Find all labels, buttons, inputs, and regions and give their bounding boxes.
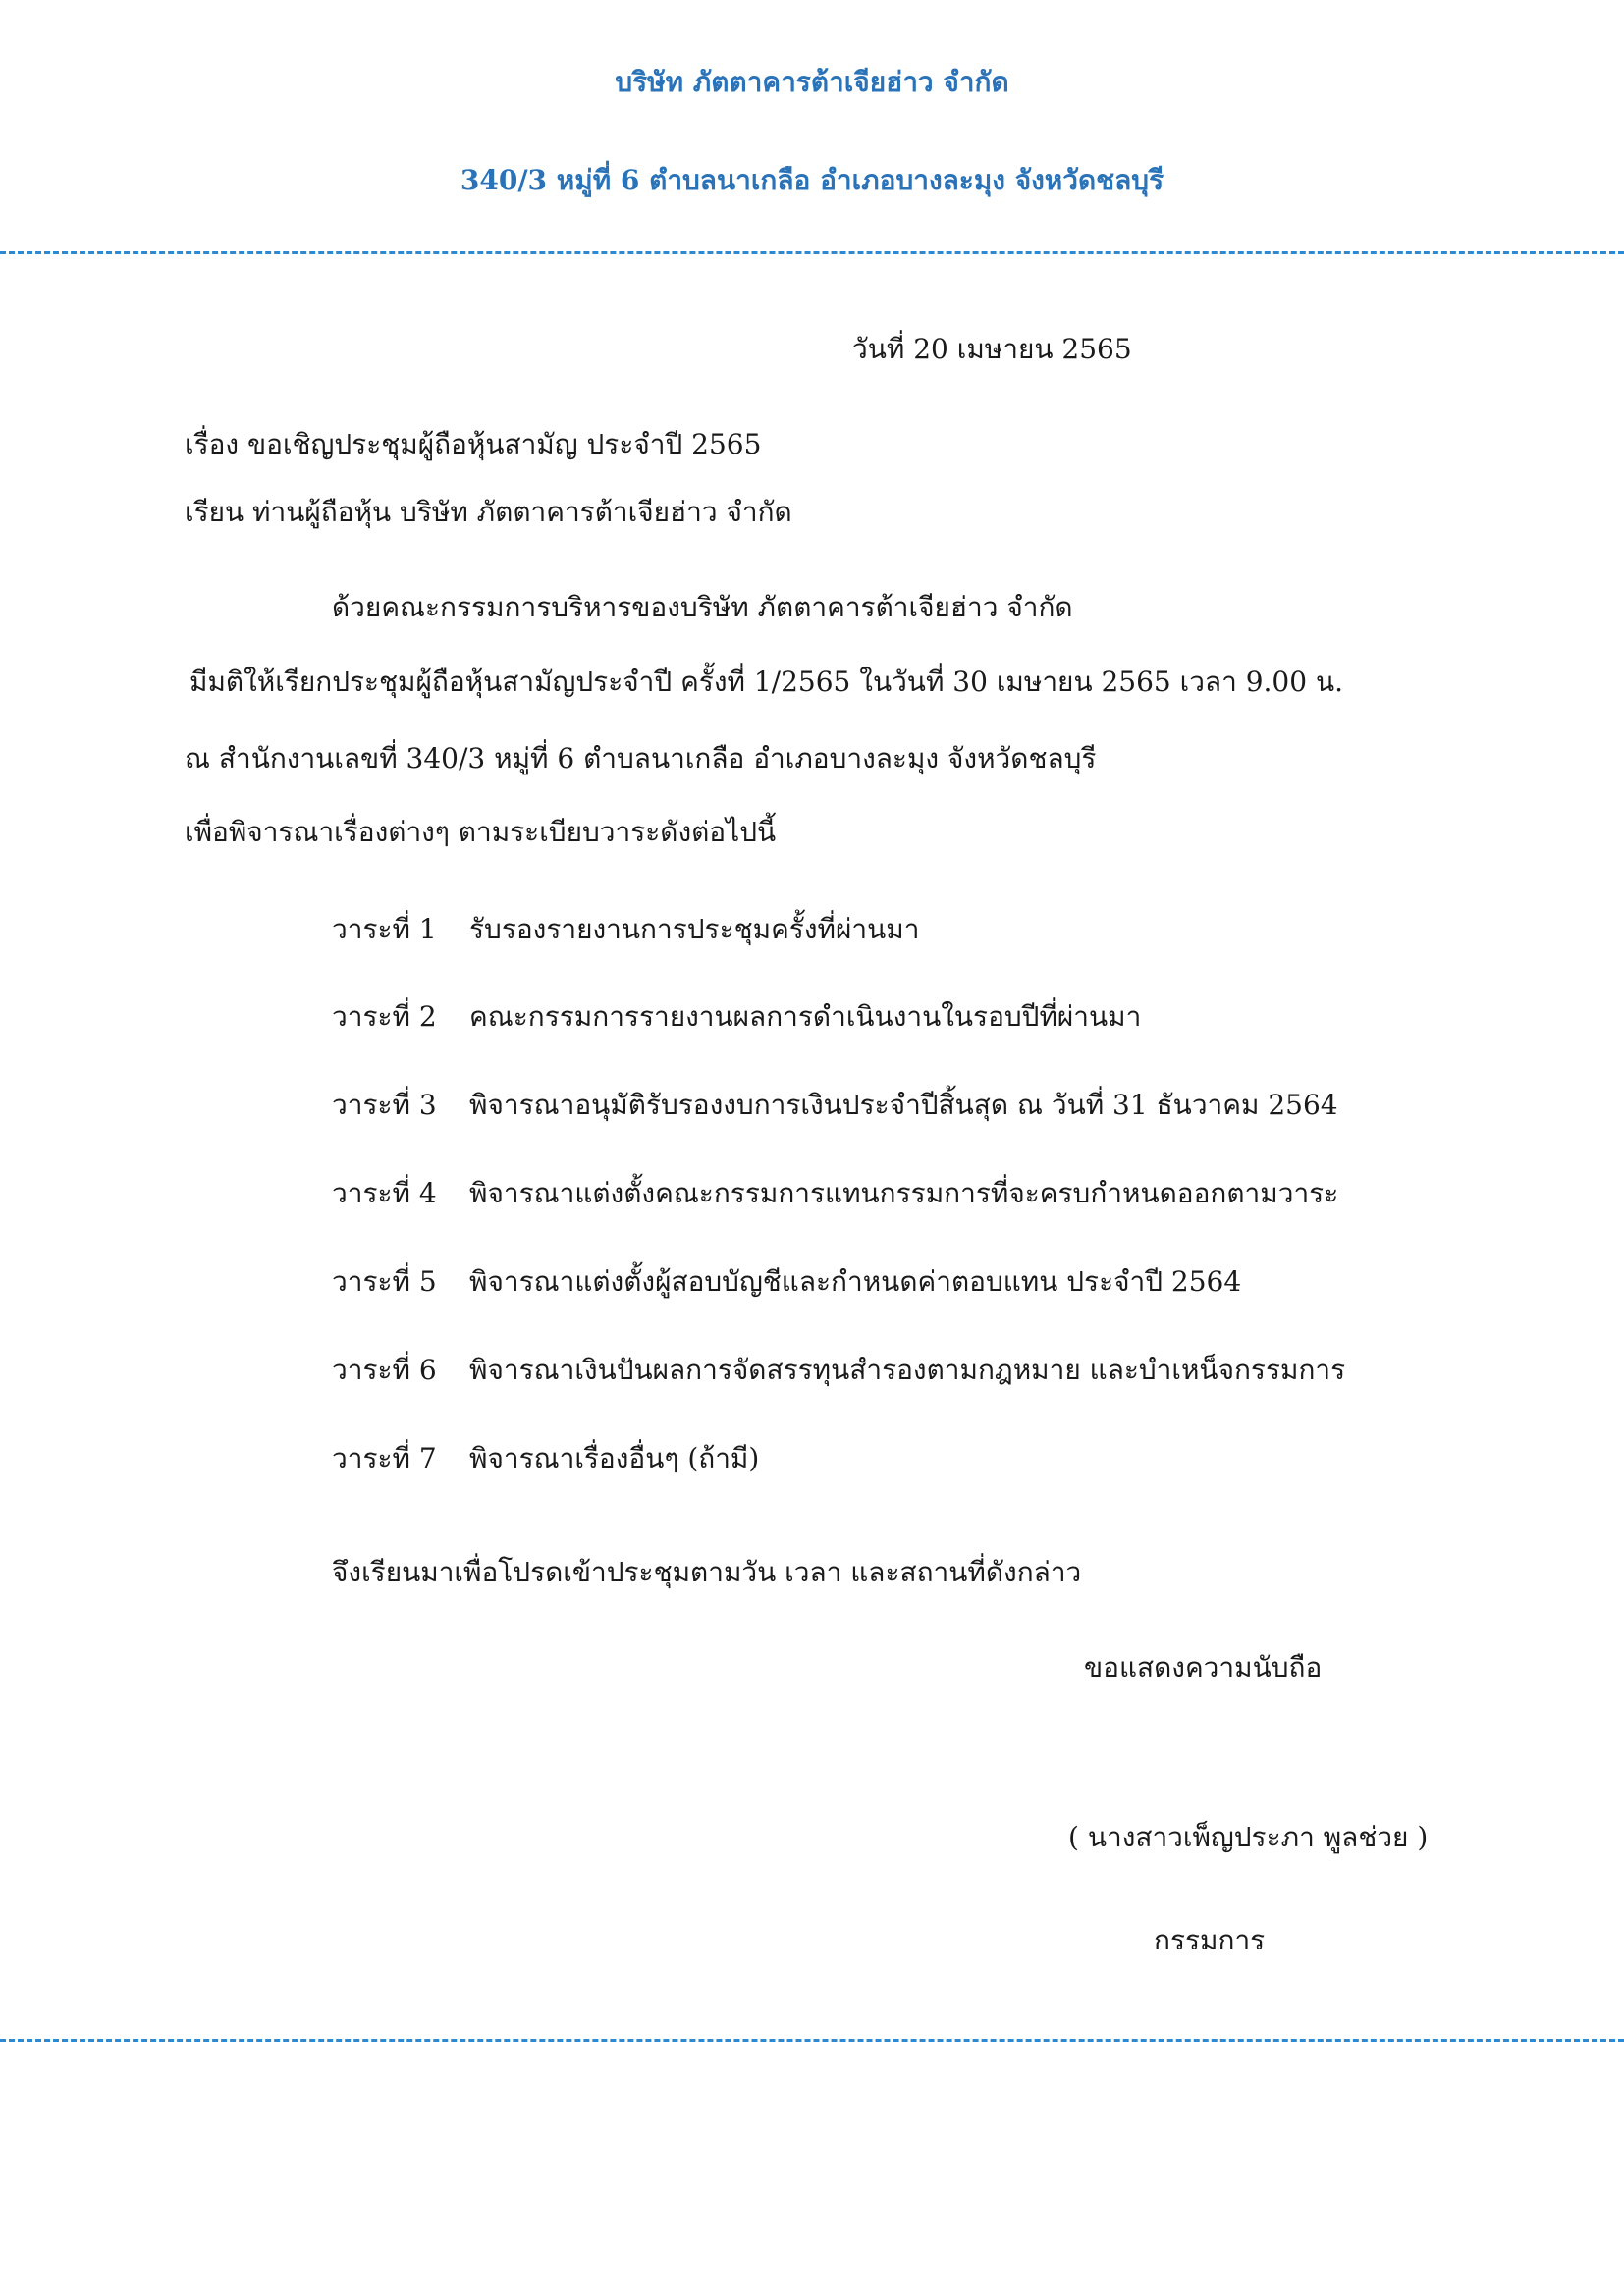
agenda-item bbox=[332, 908, 919, 951]
agenda-number: วาระที่ 2 bbox=[332, 1000, 437, 1033]
agenda-number: วาระที่ 3 bbox=[332, 1089, 437, 1121]
signer-name: ( นางสาวเพ็ญประภา พูลช่วย ) bbox=[1068, 1821, 1429, 1853]
agenda-item bbox=[332, 995, 1141, 1039]
body-line: ณ สำนักงานเลขที่ 340/3 หมู่ที่ 6 ตำบลนาเกลือ อำเภอบางละมุง จังหวัดชลบุรี bbox=[185, 742, 1097, 774]
body-line: เพื่อพิจารณาเรื่องต่างๆ ตามระเบียบวาระดังต่อไปนี้ bbox=[185, 816, 777, 848]
regards: ขอแสดงความนับถือ bbox=[1084, 1651, 1323, 1683]
closing-line: จึงเรียนมาเพื่อโปรดเข้าประชุมตามวัน เวลา และสถานที่ดังกล่าว bbox=[332, 1556, 1082, 1588]
agenda-text: พิจารณาเงินปันผลการจัดสรรทุนสำรองตามกฎหมาย และบำเหน็จกรรมการ bbox=[469, 1354, 1346, 1386]
agenda-text: คณะกรรมการรายงานผลการดำเนินงานในรอบปีที่ผ่านมา bbox=[469, 1000, 1142, 1033]
letter-subject: เรื่อง ขอเชิญประชุมผู้ถือหุ้นสามัญ ประจำปี 2565 bbox=[185, 428, 762, 460]
letter-recipient: เรียน ท่านผู้ถือหุ้น บริษัท ภัตตาคารต้าเจียฮ่าว จำกัด bbox=[185, 496, 792, 528]
body-line: ด้วยคณะกรรมการบริหารของบริษัท ภัตตาคารต้าเจียฮ่าว จำกัด bbox=[332, 591, 1073, 623]
agenda-text: รับรองรายงานการประชุมครั้งที่ผ่านมา bbox=[469, 913, 920, 945]
agenda-item bbox=[332, 1172, 1338, 1215]
agenda-item bbox=[332, 1349, 1345, 1392]
agenda-number: วาระที่ 6 bbox=[332, 1354, 437, 1386]
agenda-item bbox=[332, 1260, 1241, 1304]
agenda-text: พิจารณาแต่งตั้งคณะกรรมการแทนกรรมการที่จะครบกำหนดออกตามวาระ bbox=[469, 1177, 1339, 1209]
agenda-number: วาระที่ 7 bbox=[332, 1442, 437, 1474]
letter-date: วันที่ 20 เมษายน 2565 bbox=[852, 333, 1132, 365]
body-line: มีมติให้เรียกประชุมผู้ถือหุ้นสามัญประจำปี ครั้งที่ 1/2565 ในวันที่ 30 เมษายน 2565 เวลา 9.00 น. bbox=[189, 666, 1344, 698]
agenda-text: พิจารณาอนุมัติรับรองงบการเงินประจำปีสิ้นสุด ณ วันที่ 31 ธันวาคม 2564 bbox=[469, 1089, 1338, 1121]
signer-title: กรรมการ bbox=[1154, 1924, 1266, 1956]
top-divider bbox=[0, 251, 1624, 254]
agenda-text: พิจารณาเรื่องอื่นๆ (ถ้ามี) bbox=[469, 1442, 760, 1474]
bottom-divider bbox=[0, 2039, 1624, 2042]
agenda-number: วาระที่ 1 bbox=[332, 913, 437, 945]
agenda-number: วาระที่ 5 bbox=[332, 1265, 437, 1298]
agenda-number: วาระที่ 4 bbox=[332, 1177, 437, 1209]
agenda-item bbox=[332, 1084, 1338, 1127]
company-name: บริษัท ภัตตาคารต้าเจียฮ่าว จำกัด bbox=[615, 66, 1009, 98]
agenda-text: พิจารณาแต่งตั้งผู้สอบบัญชีและกำหนดค่าตอบแทน ประจำปี 2564 bbox=[469, 1265, 1242, 1298]
company-address: 340/3 หมู่ที่ 6 ตำบลนาเกลือ อำเภอบางละมุง จังหวัดชลบุรี bbox=[460, 164, 1164, 196]
agenda-item bbox=[332, 1437, 759, 1480]
